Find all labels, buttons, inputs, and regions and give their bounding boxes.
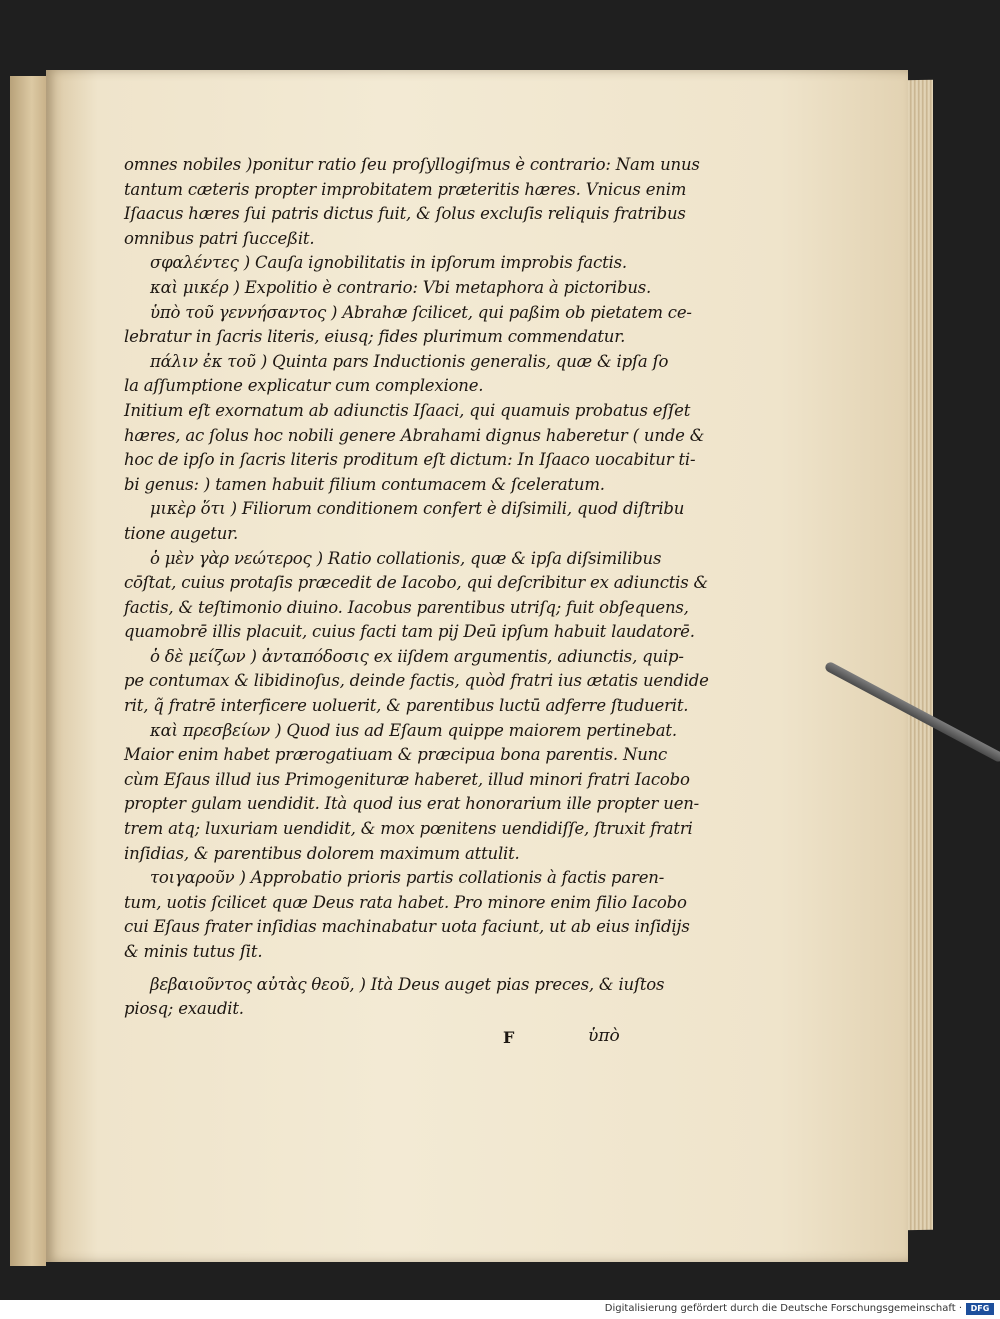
text-line: σφαλέντες ) Cauſa ignobilitatis in ipſorum improbis factis. — [150, 253, 627, 273]
text-line: Maior enim habet prærogatiuam & præcipua bona parentis. Nunc — [124, 745, 668, 765]
text-line: la aſſumptione explicatur cum complexione. — [124, 376, 484, 396]
text-line: πάλιν ἐκ τοῦ ) Quinta pars Inductionis generalis, quæ & ipſa ſo — [150, 351, 669, 371]
text-line: ὁ μὲν γὰρ νεώτερος ) Ratio collationis, quæ & ipſa diſsimilibus — [150, 548, 662, 568]
text-line: omnes nobiles )ponitur ratio ſeu proſyllogiſmus è contrario: Nam unus — [124, 155, 700, 174]
catchword: ὑπὸ — [588, 1026, 620, 1046]
text-line: hoc de ipſo in ſacris literis proditum eſt dictum: In Iſaaco uocabitur ti- — [124, 450, 696, 470]
text-line: τοιγαροῦν ) Approbatio prioris partis collationis à factis paren- — [150, 868, 665, 888]
text-line: pe contumax & libidinoſus, deinde factis, quòd fratri ius ætatis uendide — [124, 671, 709, 691]
text-line: tione augetur. — [124, 523, 239, 543]
text-line: cui Eſaus frater inſidias machinabatur uota faciunt, ut ab eius inſidijs — [124, 917, 690, 937]
signature-mark: F — [503, 1028, 515, 1047]
text-line: factis, & teſtimonio diuino. Iacobus parentibus utriſq; fuit obſequens, — [124, 597, 689, 617]
page-text — [124, 153, 709, 1022]
text-line: trem atq; luxuriam uendidit, & mox pœnitens uendidiſſe, ſtruxit fratri — [124, 819, 693, 839]
text-line: rit, q̃ fratrē interficere uoluerit, & parentibus luctū adferre ſtuduerit. — [124, 696, 689, 716]
text-line: & minis tutus ſit. — [124, 942, 263, 961]
text-line: Iſaacus hæres ſui patris dictus fuit, & ſolus excluſis reliquis fratribus — [124, 204, 686, 224]
text-line: lebratur in ſacris literis, eiusq; fides plurimum commendatur. — [124, 327, 626, 347]
footer-credit: Digitalisierung gefördert durch die Deutsche Forschungsgemeinschaft · — [604, 1303, 962, 1314]
text-line: Initium eſt exornatum ab adiunctis Iſaaci, qui quamuis probatus eſſet — [124, 400, 691, 420]
text-line: inſidias, & parentibus dolorem maximum attulit. — [124, 843, 520, 863]
left-page-edge — [10, 76, 46, 1266]
text-line: bi genus: ) tamen habuit filium contumacem & ſceleratum. — [124, 474, 605, 494]
text-line: propter gulam uendidit. Ità quod ius erat honorarium ille propter uen- — [124, 794, 700, 814]
text-line: ὁ δὲ μείζων ) ἀνταπόδοσις ex iiſdem argumentis, adiunctis, quip- — [150, 646, 684, 666]
text-line: καὶ μικέρ ) Expolitio è contrario: Vbi metaphora à pictoribus. — [150, 277, 652, 297]
text-line: hæres, ac ſolus hoc nobili genere Abrahami dignus haberetur ( unde & — [124, 425, 705, 445]
text-line: cōſtat, cuius protaſis præcedit de Iacobo, qui deſcribitur ex adiunctis & — [124, 573, 709, 593]
text-line: piosq; exaudit. — [124, 999, 244, 1019]
text-line: tum, uotis ſcilicet quæ Deus rata habet. Pro minore enim filio Iacobo — [124, 892, 687, 912]
text-line: βεβαιοῦντος αὐτὰς θεοῦ, ) Ità Deus auget pias preces, & iuſtos — [150, 974, 665, 994]
text-line: μικὲρ ὅτι ) Filiorum conditionem confert è diſsimili, quod diſtribu — [150, 499, 685, 519]
text-line: ὑπὸ τοῦ γεννήσαντος ) Abrahæ ſcilicet, qui paßim ob pietatem ce- — [150, 302, 692, 322]
text-line: quamobrē illis placuit, cuius facti tam pij Deū ipſum habuit laudatorē. — [124, 622, 695, 642]
footer-bar — [0, 1300, 1000, 1319]
dfg-logo: DFG — [966, 1303, 994, 1315]
text-line: cùm Eſaus illud ius Primogenituræ haberet, illud minori fratri Iacobo — [124, 769, 690, 789]
text-line: καὶ πρεσβείων ) Quod ius ad Eſaum quippe maiorem pertinebat. — [150, 720, 677, 740]
text-line: tantum cæteris propter improbitatem præteritis hæres. Vnicus enim — [124, 179, 687, 199]
text-line: omnibus patri ſucceßit. — [124, 228, 315, 248]
